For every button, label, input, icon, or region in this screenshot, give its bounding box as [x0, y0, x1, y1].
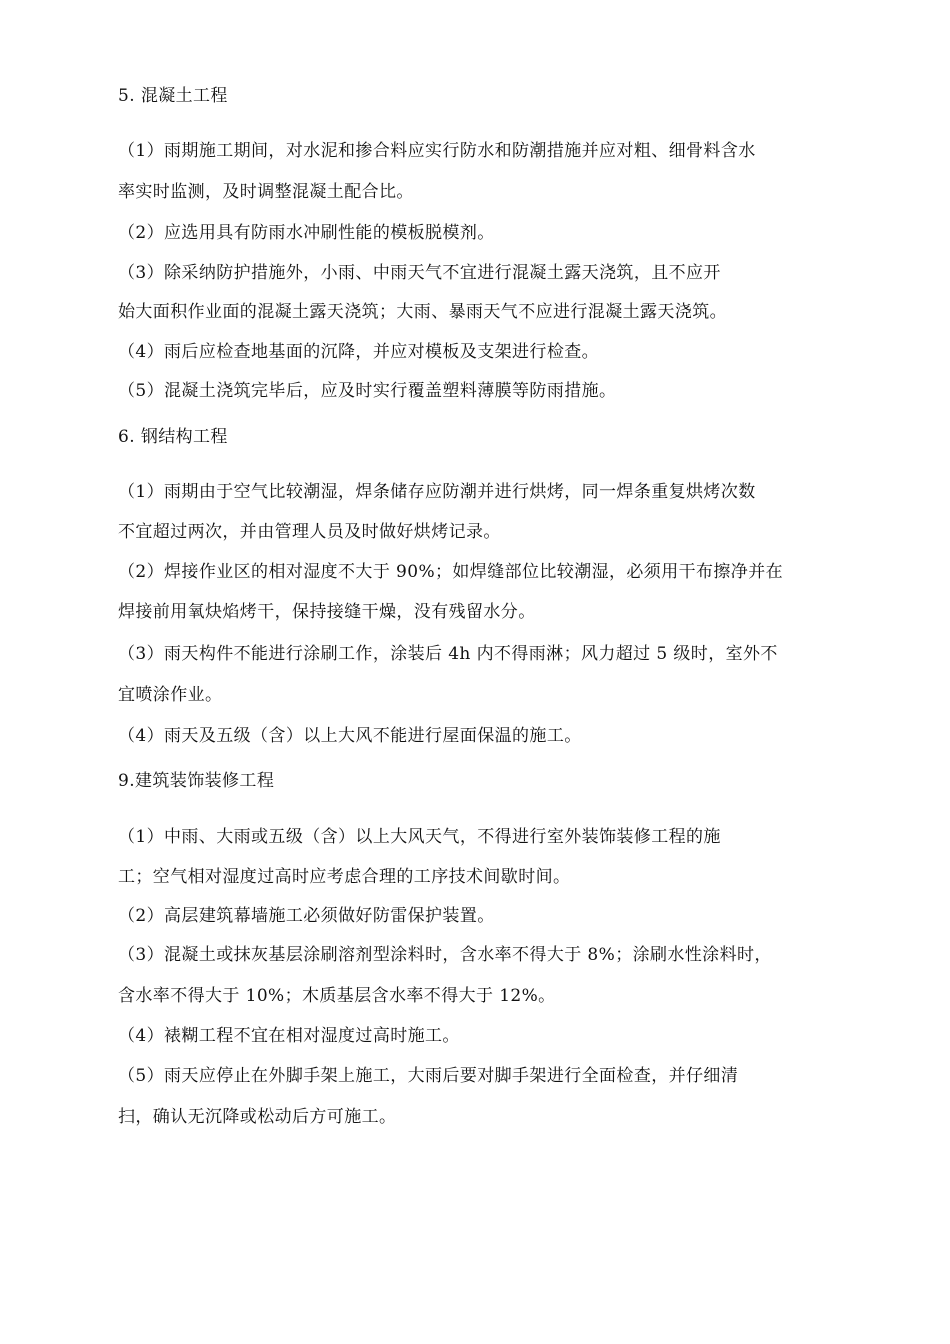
paragraph-line: （2）焊接作业区的相对湿度不大于 90%；如焊缝部位比较潮湿，必须用干布擦净并在: [118, 562, 784, 582]
paragraph-line: 宜喷涂作业。: [118, 685, 223, 705]
paragraph-line: （1）中雨、大雨或五级（含）以上大风天气，不得进行室外装饰装修工程的施: [118, 827, 721, 847]
paragraph-line: 工；空气相对湿度过高时应考虑合理的工序技术间歇时间。: [118, 867, 571, 887]
paragraph-line: 扫，确认无沉降或松动后方可施工。: [118, 1107, 397, 1127]
paragraph-line: （3）雨天构件不能进行涂刷工作，涂装后 4h 内不得雨淋；风力超过 5 级时，室外不: [118, 644, 778, 664]
paragraph-line: （2）应选用具有防雨水冲刷性能的模板脱模剂。: [118, 223, 495, 243]
paragraph-line: 含水率不得大于 10%；木质基层含水率不得大于 12%。: [118, 986, 556, 1006]
paragraph-line: （1）雨期施工期间，对水泥和掺合料应实行防水和防潮措施并应对粗、细骨料含水: [118, 141, 756, 161]
paragraph-line: （4）雨后应检查地基面的沉降，并应对模板及支架进行检查。: [118, 342, 600, 362]
paragraph-line: 不宜超过两次，并由管理人员及时做好烘烤记录。: [118, 522, 501, 542]
section-heading-5: 5. 混凝土工程: [118, 86, 228, 106]
paragraph-line: 始大面积作业面的混凝土露天浇筑；大雨、暴雨天气不应进行混凝土露天浇筑。: [118, 302, 727, 322]
paragraph-line: （5）混凝土浇筑完毕后，应及时实行覆盖塑料薄膜等防雨措施。: [118, 381, 617, 401]
paragraph-line: （4）雨天及五级（含）以上大风不能进行屋面保温的施工。: [118, 726, 582, 746]
paragraph-line: （4）裱糊工程不宜在相对湿度过高时施工。: [118, 1026, 460, 1046]
paragraph-line: （1）雨期由于空气比较潮湿，焊条储存应防潮并进行烘烤，同一焊条重复烘烤次数: [118, 482, 756, 502]
paragraph-line: （3）混凝土或抹灰基层涂刷溶剂型涂料时，含水率不得大于 8%；涂刷水性涂料时，: [118, 945, 772, 965]
paragraph-line: （3）除采纳防护措施外，小雨、中雨天气不宜进行混凝土露天浇筑，且不应开: [118, 263, 721, 283]
section-heading-9: 9.建筑装饰装修工程: [118, 771, 275, 791]
paragraph-line: （5）雨天应停止在外脚手架上施工，大雨后要对脚手架进行全面检查，并仔细清: [118, 1066, 739, 1086]
paragraph-line: 焊接前用氧炔焰烤干，保持接缝干燥，没有残留水分。: [118, 602, 536, 622]
section-heading-6: 6. 钢结构工程: [118, 427, 228, 447]
paragraph-line: （2）高层建筑幕墙施工必须做好防雷保护装置。: [118, 906, 495, 926]
paragraph-line: 率实时监测，及时调整混凝土配合比。: [118, 182, 414, 202]
